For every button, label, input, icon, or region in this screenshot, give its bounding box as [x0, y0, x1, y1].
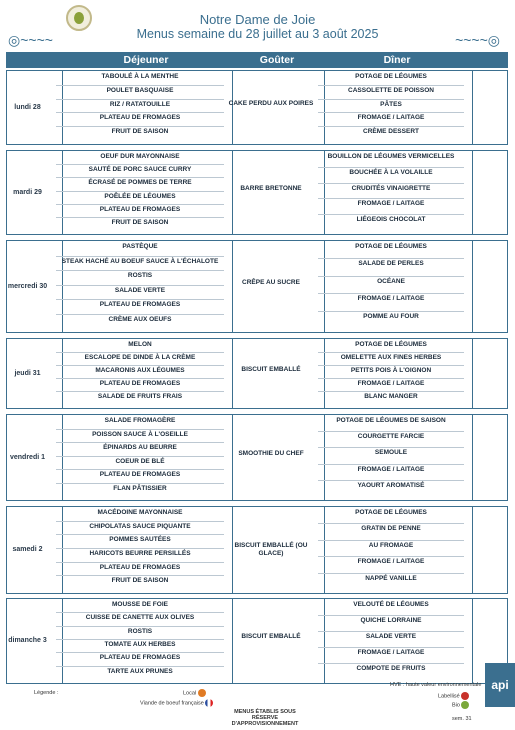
row-divider: [318, 85, 464, 86]
dejeuner-item: MELON: [128, 341, 152, 348]
dejeuner-item: ESCALOPE DE DINDE À LA CRÈME: [84, 354, 196, 361]
row-divider: [318, 464, 464, 465]
day-cell-divider: [232, 71, 325, 144]
row-divider: [318, 556, 464, 557]
diner-item: OCÉANE: [377, 277, 405, 285]
day-name: mercredi 30: [7, 282, 48, 290]
diner-item: LIÉGEOIS CHOCOLAT: [356, 216, 426, 224]
row-divider: [318, 631, 464, 632]
local-icon: [198, 689, 206, 697]
dejeuner-item: POULET BASQUAISE: [106, 86, 174, 94]
dejeuner-item: PLATEAU DE FROMAGES: [99, 654, 181, 662]
row-divider: [318, 258, 464, 259]
legend-bio: [452, 701, 469, 709]
row-divider: [318, 378, 464, 379]
notice: MENUS ÉTABLIS SOUS RÉSERVE D'APPROVISIONNEMENT: [231, 709, 299, 727]
diner-item: FROMAGE / LAITAGE: [357, 465, 425, 473]
row-divider: [318, 523, 464, 524]
gouter-item: CAKE PERDU AUX POIRES: [228, 99, 314, 107]
row-divider: [318, 276, 464, 277]
dejeuner-item: MOUSSE DE FOIE: [112, 601, 168, 608]
bio-icon: [461, 701, 469, 709]
row-divider: [56, 483, 224, 484]
diner-item: POMME AU FOUR: [363, 312, 419, 320]
dejeuner-item: SALADE VERTE: [114, 286, 166, 294]
diner-item: VELOUTÉ DE LÉGUMES: [353, 601, 429, 608]
day-cell-divider: [232, 339, 325, 408]
dejeuner-item: FLAN PÂTISSIER: [113, 484, 167, 492]
dejeuner-item: PLATEAU DE FROMAGES: [99, 205, 181, 213]
row-divider: [318, 480, 464, 481]
row-divider: [56, 314, 224, 315]
legend-beef: [140, 699, 213, 707]
diner-item: COURGETTE FARCIE: [357, 433, 425, 441]
row-divider: [56, 285, 224, 286]
dejeuner-item: POMMES SAUTÉES: [109, 536, 171, 544]
dejeuner-item: SALADE FROMAGÈRE: [104, 417, 176, 424]
dejeuner-item: RIZ / RATATOUILLE: [109, 100, 171, 108]
row-divider: [318, 365, 464, 366]
legend-label-text: Labellisé: [438, 693, 460, 700]
dejeuner-item: CUISSE DE CANETTE AUX OLIVES: [85, 614, 195, 622]
diner-item: POTAGE DE LÉGUMES: [355, 341, 427, 348]
diner-item: POTAGE DE LÉGUMES: [355, 243, 427, 250]
dejeuner-item: FRUIT DE SAISON: [111, 577, 169, 585]
row-divider: [56, 365, 224, 366]
row-divider: [56, 177, 224, 178]
diner-item: FROMAGE / LAITAGE: [357, 200, 425, 208]
row-divider: [56, 469, 224, 470]
legend-local: [183, 689, 206, 697]
diner-item: BOUILLON DE LÉGUMES VERMICELLES: [327, 153, 455, 160]
legend-bio-text: Bio: [452, 702, 460, 709]
dejeuner-item: FRUIT DE SAISON: [111, 218, 169, 226]
diner-item: CRÈME DESSERT: [363, 128, 419, 136]
dejeuner-item: TOMATE AUX HERBES: [104, 641, 176, 648]
legend-label-item: [438, 692, 469, 700]
diner-item: GRATIN DE PENNE: [361, 525, 421, 533]
dejeuner-item: PLATEAU DE FROMAGES: [99, 301, 181, 308]
row-divider: [318, 573, 464, 574]
dejeuner-item: STEAK HACHÉ AU BOEUF SAUCE À L'ÉCHALOTE: [61, 257, 219, 265]
legal-text: [495, 220, 503, 550]
row-divider: [56, 217, 224, 218]
day-name: jeudi 31: [14, 369, 41, 377]
gouter-item: CRÊPE AU SUCRE: [242, 278, 300, 286]
row-divider: [318, 198, 464, 199]
row-divider: [56, 575, 224, 576]
row-divider: [318, 447, 464, 448]
dejeuner-item: PLATEAU DE FROMAGES: [99, 380, 181, 387]
dejeuner-item: COEUR DE BLÉ: [115, 457, 165, 465]
day-name: dimanche 3: [8, 637, 47, 644]
label-rouge-icon: [461, 692, 469, 700]
day-cell-divider: [232, 415, 325, 500]
gouter-item: SMOOTHIE DU CHEF: [238, 449, 304, 457]
dejeuner-item: PLATEAU DE FROMAGES: [99, 563, 181, 571]
legend-hve: HVE : haute valeur environnementale: [390, 682, 482, 688]
row-divider: [318, 647, 464, 648]
row-divider: [56, 352, 224, 353]
diner-item: POTAGE DE LÉGUMES: [355, 73, 427, 80]
row-divider: [318, 167, 464, 168]
dejeuner-item: PLATEAU DE FROMAGES: [99, 114, 181, 122]
row-divider: [318, 615, 464, 616]
dejeuner-item: ROSTIS: [127, 272, 153, 279]
dejeuner-item: ÉPINARDS AU BEURRE: [103, 444, 177, 451]
dejeuner-item: SAUTÉ DE PORC SAUCE CURRY: [88, 166, 192, 174]
dejeuner-item: PLATEAU DE FROMAGES: [99, 471, 181, 478]
legend-local-text: Local: [183, 690, 197, 697]
row-divider: [56, 666, 224, 667]
row-divider: [56, 639, 224, 640]
row-divider: [318, 391, 464, 392]
row-divider: [318, 126, 464, 127]
row-divider: [56, 126, 224, 127]
row-divider: [56, 652, 224, 653]
gouter-item: BISCUIT EMBALLÉ: [241, 365, 301, 373]
diner-item: AU FROMAGE: [368, 541, 414, 549]
row-divider: [56, 191, 224, 192]
diner-item: NAPPÉ VANILLE: [365, 574, 417, 582]
row-divider: [56, 562, 224, 563]
row-divider: [318, 352, 464, 353]
page-subtitle: Menus semaine du 28 juillet au 3 août 2025: [136, 27, 379, 41]
swirl-right-icon: ~~~~◎: [455, 32, 500, 48]
row-divider: [56, 299, 224, 300]
dejeuner-item: SALADE DE FRUITS FRAIS: [97, 393, 183, 400]
dejeuner-item: POÊLÉE DE LÉGUMES: [104, 192, 176, 200]
row-divider: [56, 548, 224, 549]
gouter-item: BARRE BRETONNE: [240, 184, 302, 192]
row-divider: [56, 456, 224, 457]
row-divider: [56, 534, 224, 535]
legend-label: Légende :: [34, 690, 59, 696]
day-cell-divider: [232, 599, 325, 683]
week-number: sem. 31: [452, 716, 472, 722]
dejeuner-item: POISSON SAUCE À L'OSEILLE: [92, 430, 188, 438]
row-divider: [56, 85, 224, 86]
diner-item: OMELETTE AUX FINES HERBES: [340, 354, 442, 361]
header-gouter: Goûter: [259, 54, 295, 66]
diner-item: POTAGE DE LÉGUMES DE SAISON: [336, 417, 446, 424]
row-divider: [56, 378, 224, 379]
row-divider: [56, 204, 224, 205]
row-divider: [56, 256, 224, 257]
brand-logo: api: [485, 663, 515, 707]
row-divider: [56, 429, 224, 430]
row-divider: [56, 442, 224, 443]
swirl-left-icon: ◎~~~~: [8, 32, 53, 48]
dejeuner-item: ROSTIS: [127, 627, 153, 635]
gouter-item: BISCUIT EMBALLÉ (OU GLACE): [234, 542, 308, 557]
diner-item: BLANC MANGER: [364, 393, 418, 400]
diner-item: COMPOTE DE FRUITS: [356, 665, 426, 672]
day-name: samedi 2: [12, 546, 43, 553]
diner-item: QUICHE LORRAINE: [360, 617, 422, 624]
diner-item: CASSOLETTE DE POISSON: [348, 86, 434, 94]
dejeuner-item: PASTÈQUE: [122, 243, 158, 250]
row-divider: [56, 521, 224, 522]
day-cell-divider: [232, 151, 325, 234]
dejeuner-item: HARICOTS BEURRE PERSILLÉS: [89, 550, 191, 557]
row-divider: [318, 214, 464, 215]
diner-item: FROMAGE / LAITAGE: [357, 295, 425, 303]
row-divider: [318, 540, 464, 541]
gouter-item: BISCUIT EMBALLÉ: [241, 633, 301, 640]
french-flag-icon: [205, 699, 213, 707]
dejeuner-item: MACARONIS AUX LÉGUMES: [95, 367, 185, 374]
dejeuner-item: TARTE AUX PRUNES: [107, 667, 173, 675]
legend-beef-text: Viande de boeuf française: [140, 700, 204, 707]
diner-item: PETITS POIS À L'OIGNON: [350, 367, 432, 374]
diner-item: FROMAGE / LAITAGE: [357, 380, 425, 387]
row-divider: [56, 391, 224, 392]
row-divider: [318, 112, 464, 113]
row-divider: [318, 183, 464, 184]
row-divider: [56, 626, 224, 627]
dejeuner-item: FRUIT DE SAISON: [111, 128, 169, 136]
diner-item: PÂTES: [380, 100, 402, 108]
dejeuner-item: TABOULÉ À LA MENTHE: [101, 73, 179, 80]
dejeuner-item: ÉCRASÉ DE POMMES DE TERRE: [88, 179, 192, 187]
day-cell-divider: [232, 241, 325, 332]
day-name: vendredi 1: [9, 453, 45, 461]
row-divider: [318, 293, 464, 294]
row-divider: [56, 612, 224, 613]
page-title: Notre Dame de Joie: [199, 12, 316, 27]
header-dejeuner: Déjeuner: [123, 54, 169, 66]
row-divider: [56, 99, 224, 100]
diner-item: YAOURT AROMATISÉ: [357, 481, 425, 489]
diner-item: SALADE VERTE: [365, 633, 417, 640]
row-divider: [56, 270, 224, 271]
day-name: mardi 29: [13, 188, 42, 196]
row-divider: [318, 663, 464, 664]
diner-item: FROMAGE / LAITAGE: [357, 114, 425, 122]
row-divider: [56, 112, 224, 113]
dejeuner-item: OEUF DUR MAYONNAISE: [100, 153, 180, 160]
diner-item: BOUCHÉE À LA VOLAILLE: [349, 168, 433, 176]
row-divider: [318, 311, 464, 312]
day-name: lundi 28: [14, 103, 41, 111]
column-header: [6, 52, 508, 68]
header-diner: Dîner: [383, 54, 411, 66]
diner-item: FROMAGE / LAITAGE: [357, 558, 425, 566]
row-divider: [318, 99, 464, 100]
dejeuner-item: MACÉDOINE MAYONNAISE: [97, 509, 183, 516]
dejeuner-item: CRÈME AUX OEUFS: [108, 315, 172, 323]
dejeuner-item: CHIPOLATAS SAUCE PIQUANTE: [89, 522, 191, 530]
diner-item: FROMAGE / LAITAGE: [357, 649, 425, 656]
diner-item: POTAGE DE LÉGUMES: [355, 509, 427, 516]
diner-item: SALADE DE PERLES: [358, 260, 424, 268]
diner-item: CRUDITÉS VINAIGRETTE: [351, 184, 431, 192]
diner-item: SEMOULE: [374, 449, 408, 457]
row-divider: [318, 431, 464, 432]
row-divider: [56, 164, 224, 165]
